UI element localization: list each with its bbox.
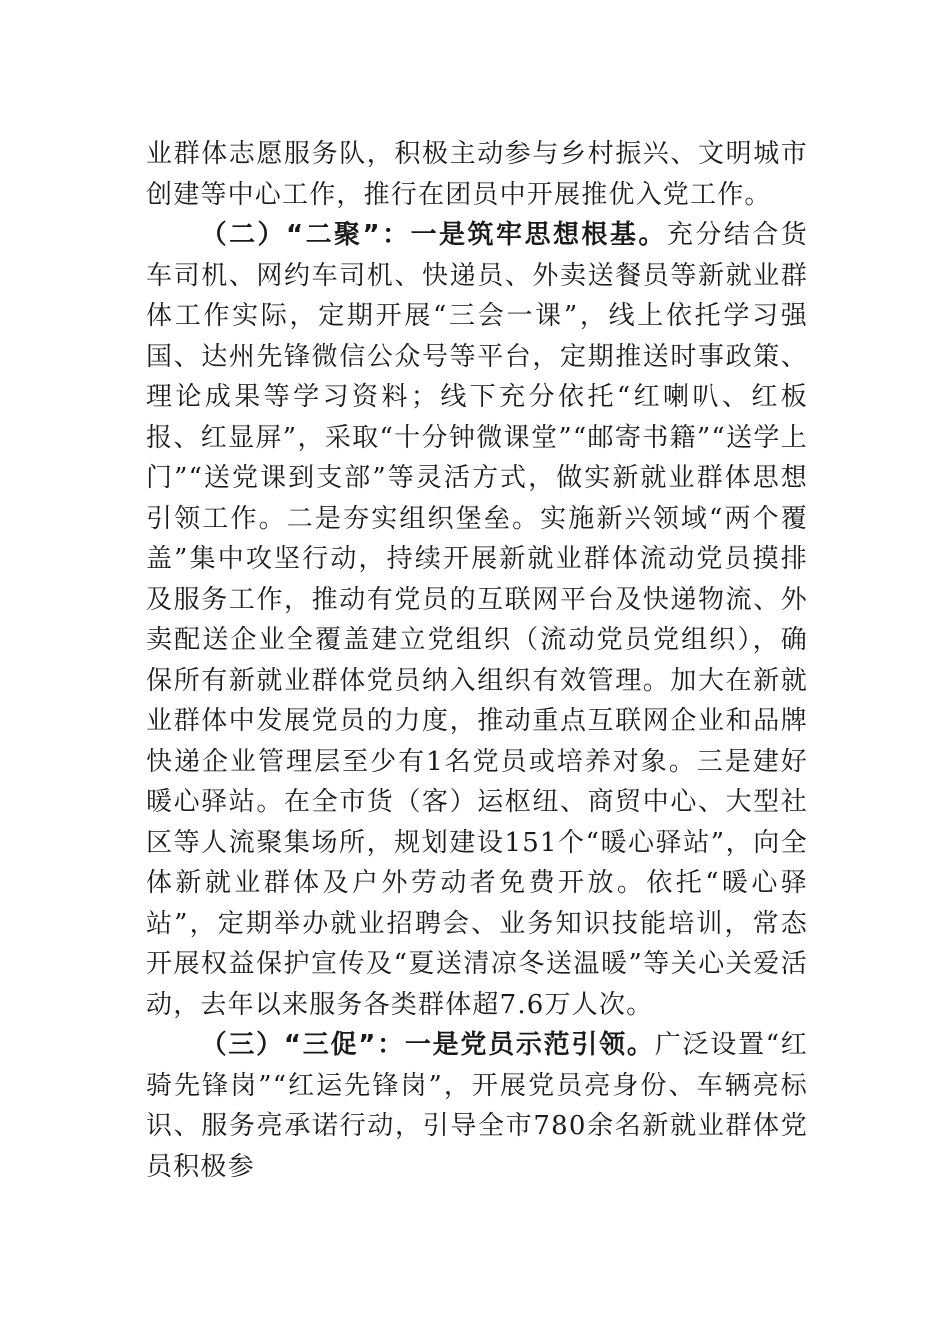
section-3-heading: （三）“三促”：	[200, 1030, 405, 1060]
section-3-point-1-title: 一是党员示范引领。	[404, 1030, 655, 1060]
section-3-point-1-body: 广泛设置“红骑先锋岗”“红运先锋岗”，开展党员亮身份、车辆亮标识、服务亮承诺行动，引导全市780余名新就业群体党员积极参	[146, 1030, 808, 1182]
paragraph-continuation	[146, 134, 808, 215]
paragraph-section-2	[146, 215, 808, 1025]
section-2-point-1-title: 一是筑牢思想根基。	[410, 220, 667, 250]
paragraph-1-text: 业群体志愿服务队，积极主动参与乡村振兴、文明城市创建等中心工作，推行在团员中开展推优入党工作。	[146, 139, 808, 210]
section-2-point-3-title: 三是建好暖心驿站。	[146, 746, 808, 817]
section-2-heading: （二）“二聚”：	[200, 220, 411, 250]
section-2-point-3-body: 在全市货（客）运枢纽、商贸中心、大型社区等人流聚集场所，规划建设151个“暖心驿站”，向全体新就业群体及户外劳动者免费开放。依托“暖心驿站”，定期举办就业招聘会、业务知识技能培训，常态开展权益保护宣传及“夏送清凉冬送温暖”等关心关爱活动，去年以来服务各类群体超7.6万人次。	[146, 787, 808, 1020]
paragraph-section-3	[146, 1025, 808, 1187]
document-page	[146, 134, 808, 1187]
section-2-point-2-title: 二是夯实组织堡垒。	[286, 503, 541, 534]
section-2-point-2-body: 实施新兴领域“两个覆盖”集中攻坚行动，持续开展新就业群体流动党员摸排及服务工作，推动有党员的互联网平台及快递物流、外卖配送企业全覆盖建立党组织（流动党员党组织），确保所有新就业群体党员纳入组织有效管理。加大在新就业群体中发展党员的力度，推动重点互联网企业和品牌快递企业管理层至少有1名党员或培养对象。	[146, 503, 808, 777]
section-2-point-1-body: 充分结合货车司机、网约车司机、快递员、外卖送餐员等新就业群体工作实际，定期开展“三会一课”，线上依托学习强国、达州先锋微信公众号等平台，定期推送时事政策、理论成果等学习资料；线下充分依托“红喇叭、红板报、红显屏”，采取“十分钟微课堂”“邮寄书籍”“送学上门”“送党课到支部”等灵活方式，做实新就业群体思想引领工作。	[146, 220, 808, 534]
